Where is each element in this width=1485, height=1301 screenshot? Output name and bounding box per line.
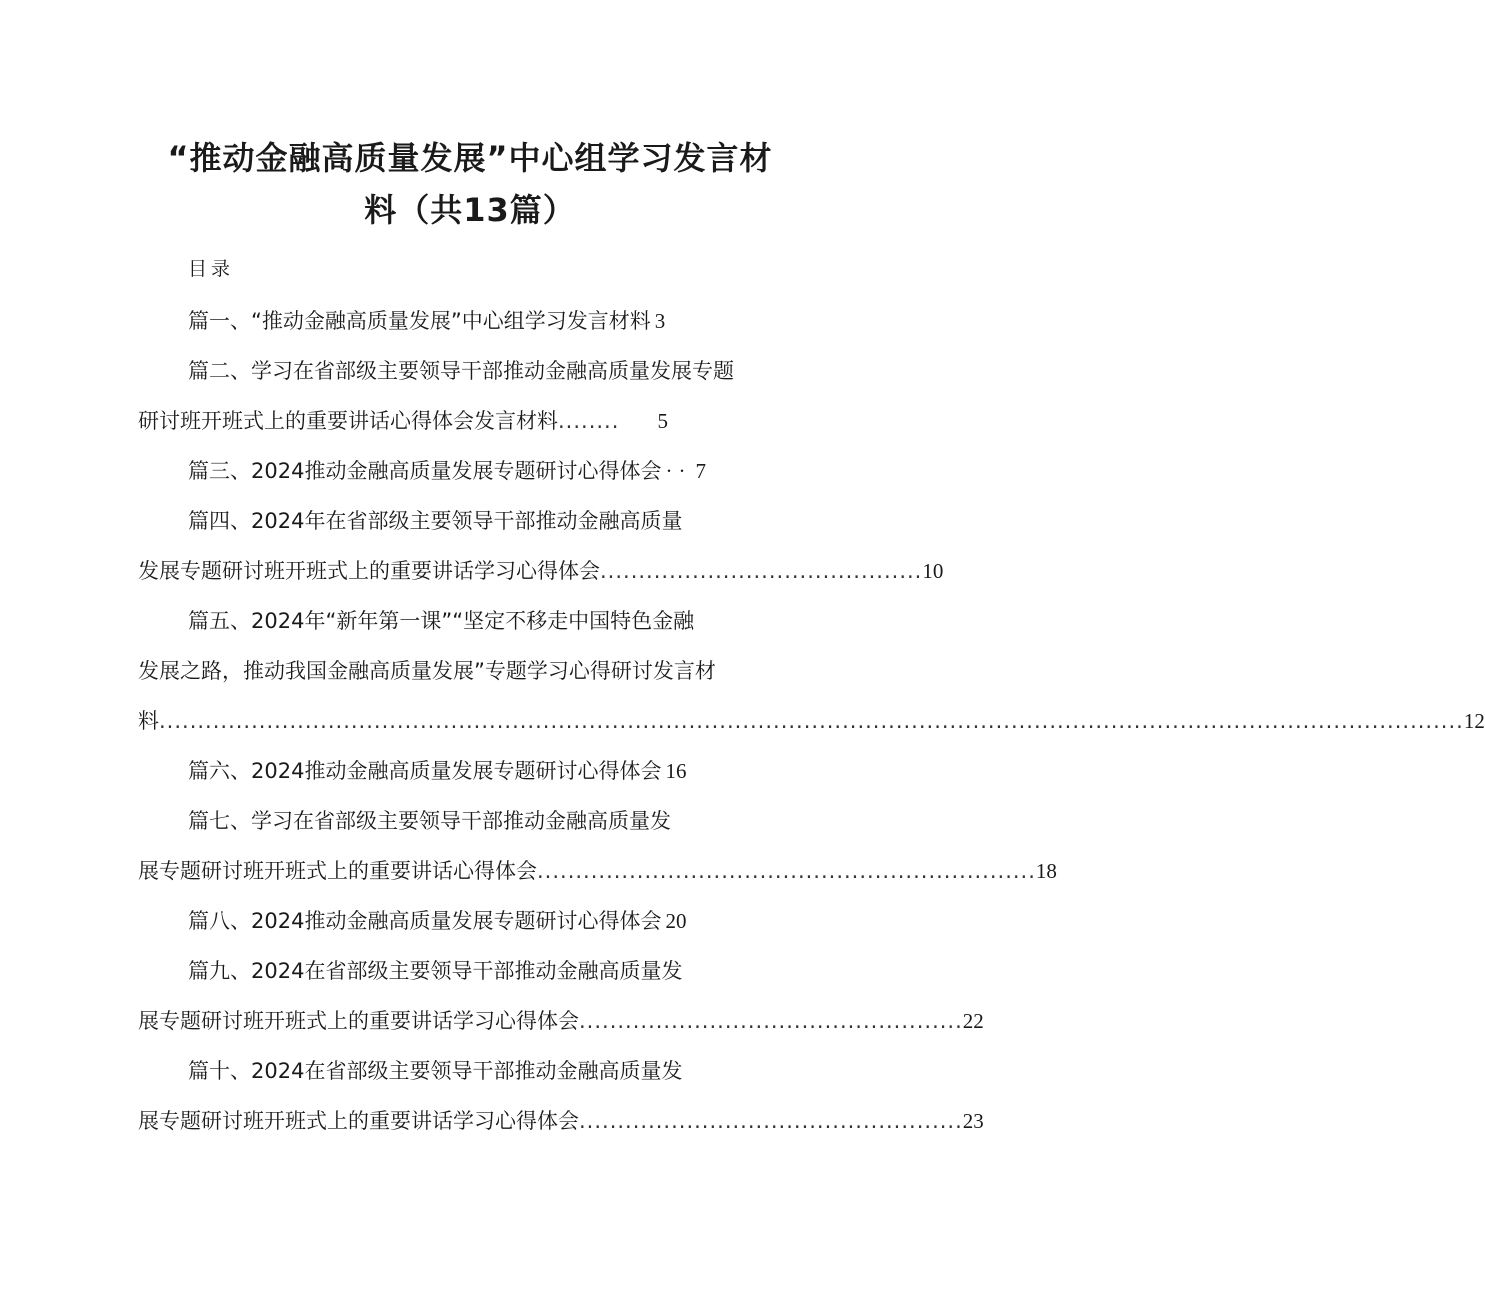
toc-entry-4-page: 10 (922, 559, 944, 583)
toc-entry-8-page: 20 (665, 909, 687, 933)
toc-entry-8[interactable] (138, 896, 798, 946)
toc-entry-9-title-line-1: 篇九、2024在省部级主要领导干部推动金融高质量发 (188, 959, 683, 983)
toc-entry-1[interactable] (138, 296, 798, 346)
toc-entry-8-title: 篇八、2024推动金融高质量发展专题研讨心得体会 (188, 909, 662, 933)
toc-entry-7[interactable] (138, 796, 1057, 896)
title-line-2: 料（共13篇） (364, 191, 576, 229)
toc-entry-9-leader: .................................................. (579, 1009, 963, 1033)
toc-entry-7-title-line-2: 展专题研讨班开班式上的重要讲话心得体会 (138, 859, 537, 883)
toc-entry-4-title-line-1: 篇四、2024年在省部级主要领导干部推动金融高质量 (188, 509, 683, 533)
document-title (150, 132, 790, 236)
table-of-contents (138, 296, 1485, 1146)
toc-entry-7-page: 18 (1035, 859, 1057, 883)
toc-entry-6[interactable] (138, 746, 798, 796)
toc-entry-9-page: 22 (962, 1009, 984, 1033)
toc-entry-5-leader: .......................................................................................................................................................................... (159, 709, 1464, 733)
title-line-1: “推动金融高质量发展”中心组学习发言材 (167, 139, 773, 177)
toc-entry-10-title-line-1: 篇十、2024在省部级主要领导干部推动金融高质量发 (188, 1059, 683, 1083)
toc-entry-3-page: 7 (695, 459, 706, 483)
toc-entry-5-title-line-2: 发展之路，推动我国金融高质量发展”专题学习心得研讨发言材 (138, 659, 716, 683)
toc-entry-2[interactable] (138, 346, 798, 446)
toc-entry-3-title: 篇三、2024推动金融高质量发展专题研讨心得体会 (188, 459, 662, 483)
toc-entry-5[interactable] (138, 596, 1485, 746)
toc-entry-9[interactable] (138, 946, 984, 1046)
toc-entry-9-title-line-2: 展专题研讨班开班式上的重要讲话学习心得体会 (138, 1009, 579, 1033)
toc-entry-4-title-line-2: 发展专题研讨班开班式上的重要讲话学习心得体会 (138, 559, 600, 583)
toc-entry-10-leader: .................................................. (579, 1109, 963, 1133)
toc-entry-7-leader: ................................................................. (537, 859, 1036, 883)
toc-entry-2-title-line-1: 篇二、学习在省部级主要领导干部推动金融高质量发展专题 (188, 359, 734, 383)
toc-entry-5-title-line-3: 料 (138, 709, 159, 733)
toc-entry-3[interactable] (138, 446, 798, 496)
toc-entry-4[interactable] (138, 496, 944, 596)
toc-entry-3-leader: ·· (665, 459, 692, 483)
toc-entry-6-page: 16 (665, 759, 687, 783)
toc-entry-1-title: 篇一、“推动金融高质量发展”中心组学习发言材料 (188, 309, 651, 333)
toc-entry-10[interactable] (138, 1046, 984, 1146)
toc-entry-2-page: 5 (657, 409, 668, 433)
toc-heading: 目录 (188, 258, 235, 280)
toc-entry-2-leader: ........ (558, 409, 620, 433)
toc-entry-1-page: 3 (654, 309, 666, 333)
toc-entry-2-title-line-2: 研讨班开班式上的重要讲话心得体会发言材料 (138, 409, 558, 433)
toc-entry-5-page: 12 (1463, 709, 1485, 733)
toc-entry-10-title-line-2: 展专题研讨班开班式上的重要讲话学习心得体会 (138, 1109, 579, 1133)
toc-entry-4-leader: .......................................... (600, 559, 923, 583)
toc-entry-5-title-line-1: 篇五、2024年“新年第一课”“坚定不移走中国特色金融 (188, 609, 695, 633)
toc-entry-7-title-line-1: 篇七、学习在省部级主要领导干部推动金融高质量发 (188, 809, 671, 833)
toc-entry-10-page: 23 (962, 1109, 984, 1133)
toc-entry-6-title: 篇六、2024推动金融高质量发展专题研讨心得体会 (188, 759, 662, 783)
